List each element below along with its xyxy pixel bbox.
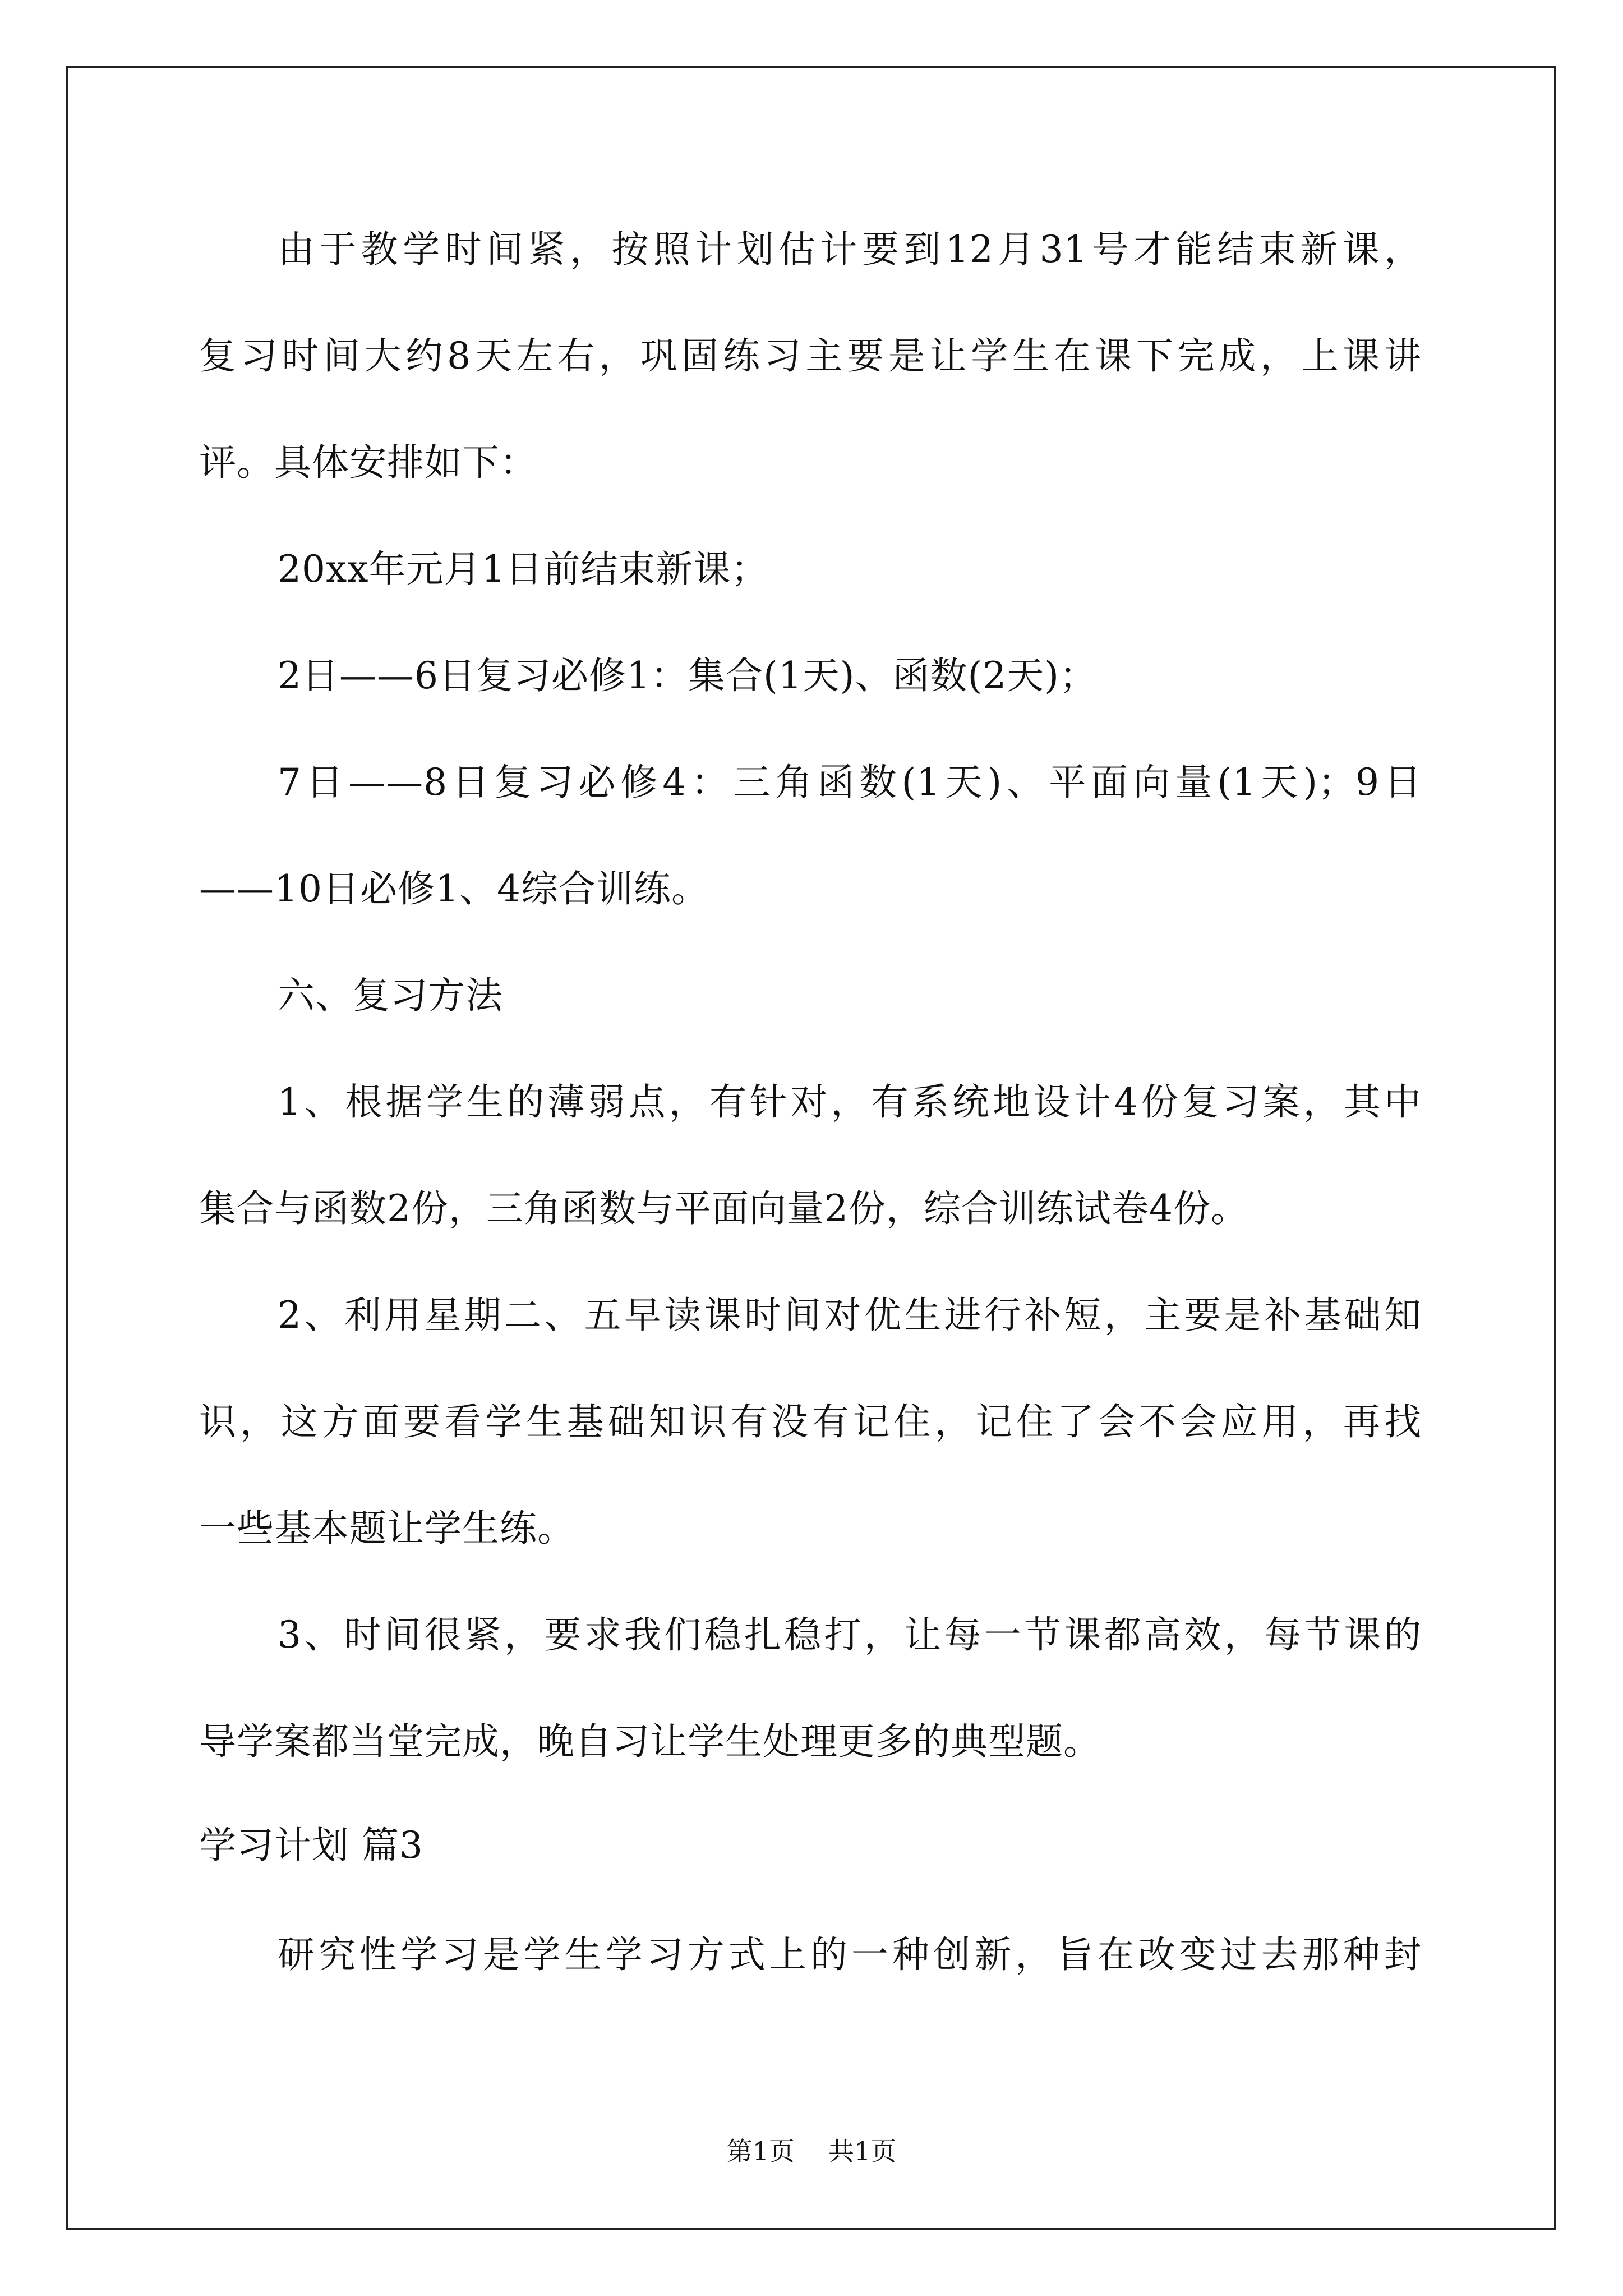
- page-current-label: 第1页: [726, 2136, 795, 2166]
- paragraph-line: 导学案都当堂完成，晚自习让学生处理更多的典型题。: [199, 1720, 1101, 1763]
- paragraph-line: 评。具体安排如下：: [199, 441, 537, 484]
- page-total-label: 共1页: [828, 2136, 897, 2166]
- paragraph-line: 20xx年元月1日前结束新课；: [278, 547, 769, 591]
- paragraph-line: ——10日必修1、4综合训练。: [199, 867, 709, 910]
- section-heading: 六、复习方法: [278, 974, 503, 1017]
- paragraph-line: 7日——8日复习必修4：三角函数(1天)、平面向量(1天)；9日: [278, 761, 1422, 804]
- paragraph-line: 识，这方面要看学生基础知识有没有记住，记住了会不会应用，再找: [199, 1400, 1422, 1443]
- section-title: 学习计划 篇3: [199, 1824, 423, 1867]
- page-footer: [0, 2134, 1623, 2168]
- paragraph-line: 集合与函数2份，三角函数与平面向量2份，综合训练试卷4份。: [199, 1187, 1248, 1230]
- paragraph-line: 复习时间大约8天左右，巩固练习主要是让学生在课下完成，上课讲: [199, 334, 1422, 378]
- paragraph-line: 一些基本题让学生练。: [199, 1507, 575, 1550]
- paragraph-line: 2日——6日复习必修1：集合(1天)、函数(2天)；: [278, 654, 1097, 697]
- page-border: [66, 66, 1556, 2230]
- paragraph-line: 3、时间很紧，要求我们稳扎稳打，让每一节课都高效，每节课的: [278, 1613, 1422, 1657]
- paragraph-line: 由于教学时间紧，按照计划估计要到12月31号才能结束新课，: [278, 228, 1422, 271]
- paragraph-line: 2、利用星期二、五早读课时间对优生进行补短，主要是补基础知: [278, 1294, 1422, 1337]
- paragraph-line: 研究性学习是学生学习方式上的一种创新，旨在改变过去那种封: [278, 1933, 1422, 1976]
- paragraph-line: 1、根据学生的薄弱点，有针对，有系统地设计4份复习案，其中: [278, 1080, 1422, 1124]
